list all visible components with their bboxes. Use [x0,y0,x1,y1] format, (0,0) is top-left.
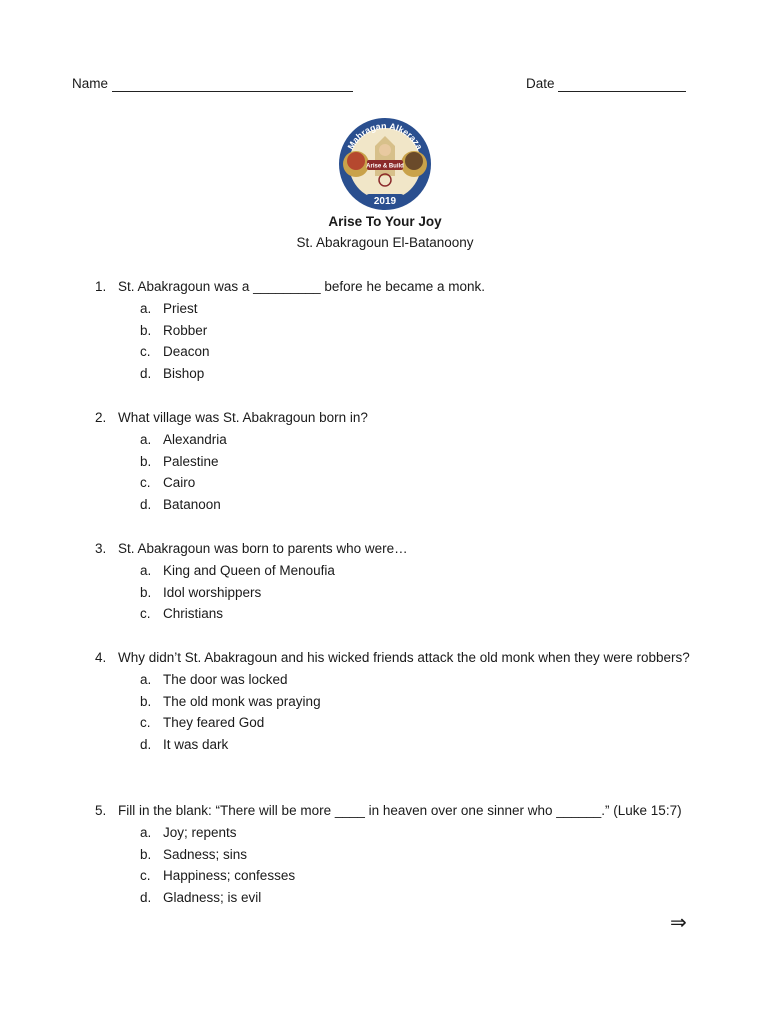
option-text: Cairo [163,475,196,491]
answer-option[interactable] [95,341,715,363]
question-1 [95,276,715,385]
option-text: Happiness; confesses [163,868,296,884]
next-page-arrow-icon: ⇒ [670,910,687,934]
option-text: Robber [163,322,208,338]
option-text: Sadness; sins [163,846,248,862]
answer-option[interactable] [95,734,715,756]
option-letter: b. [140,693,152,709]
option-text: It was dark [163,737,229,753]
logo-top-text: Mahragan Alkeraza [345,120,425,152]
answer-option[interactable] [95,560,715,582]
option-letter: b. [140,453,152,469]
option-text: The old monk was praying [163,693,321,709]
question-5 [95,800,715,909]
option-text: Christians [163,606,224,622]
answer-option[interactable] [95,363,715,385]
question-number: 4. [95,650,107,665]
answer-option[interactable] [95,865,715,887]
date-field[interactable] [558,91,686,92]
option-letter: d. [140,737,152,753]
answer-option[interactable] [95,429,715,451]
question-text: St. Abakragoun was born to parents who were… [118,541,408,556]
question-number: 1. [95,279,107,294]
option-text: Palestine [163,453,219,469]
question-text: Fill in the blank: “There will be more ____ in heaven over one sinner who ______.” (Luke 15:7) [118,803,682,818]
option-text: Alexandria [163,431,227,447]
option-text: Gladness; is evil [163,890,262,906]
option-letter: c. [140,868,151,884]
question-number: 5. [95,803,107,818]
option-letter: a. [140,671,152,687]
answer-option[interactable] [95,298,715,320]
header-row [72,76,702,96]
page-title: Arise To Your Joy [328,214,442,229]
option-text: The door was locked [163,671,288,687]
option-text: Bishop [163,366,205,382]
question-2 [95,407,715,516]
question-number: 2. [95,410,107,425]
answer-option[interactable] [95,822,715,844]
answer-option[interactable] [95,887,715,909]
option-text: Idol worshippers [163,584,262,600]
question-3 [95,538,715,625]
answer-option[interactable] [95,451,715,473]
answer-option[interactable] [95,582,715,604]
option-letter: a. [140,300,152,316]
question-number: 3. [95,541,107,556]
answer-option[interactable] [95,494,715,516]
question-text: St. Abakragoun was a _________ before he became a monk. [118,279,486,294]
answer-option[interactable] [95,320,715,342]
option-text: King and Queen of Menoufia [163,562,335,578]
question-4 [95,647,715,756]
date-label: Date [526,76,555,91]
mahragan-logo [332,116,438,212]
answer-option[interactable] [95,691,715,713]
option-letter: c. [140,606,151,622]
option-text: Joy; repents [163,824,237,840]
name-label: Name [72,76,109,91]
option-letter: b. [140,584,152,600]
option-letter: d. [140,497,152,513]
option-letter: d. [140,890,152,906]
option-letter: d. [140,366,152,382]
option-letter: b. [140,322,152,338]
option-letter: a. [140,431,152,447]
option-letter: b. [140,846,152,862]
question-text: Why didn’t St. Abakragoun and his wicked friends attack the old monk when they were robbers? [118,650,690,665]
option-letter: a. [140,562,152,578]
option-text: Deacon [163,344,210,360]
option-text: Batanoon [163,497,221,513]
answer-option[interactable] [95,603,715,625]
option-letter: c. [140,475,151,491]
option-letter: a. [140,824,152,840]
logo-year: 2019 [373,196,397,207]
question-text: What village was St. Abakragoun born in? [118,410,368,425]
name-field[interactable] [112,91,353,92]
answer-option[interactable] [95,472,715,494]
answer-option[interactable] [95,712,715,734]
option-text: They feared God [163,715,265,731]
logo-banner: Arise & Build [366,163,404,170]
answer-option[interactable] [95,669,715,691]
option-letter: c. [140,344,151,360]
answer-option[interactable] [95,844,715,866]
page-subtitle: St. Abakragoun El-Batanoony [296,235,474,250]
option-letter: c. [140,715,151,731]
option-text: Priest [163,300,198,316]
